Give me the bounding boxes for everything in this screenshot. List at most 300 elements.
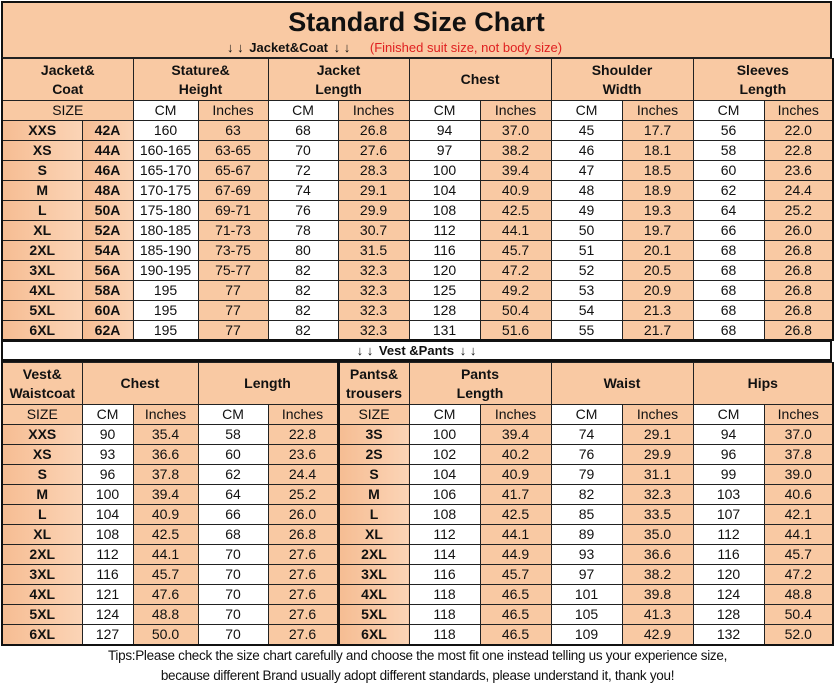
table-cell: 72 [268,161,338,181]
table-cell: 70 [198,585,268,605]
table-cell: 170-175 [133,181,198,201]
table-cell: 93 [82,445,133,465]
table-cell: 70 [198,605,268,625]
header-vest-waistcoat: Vest& Waistcoat [2,363,82,405]
table-cell: 48 [551,181,622,201]
table-cell: 3S [338,425,409,445]
table-cell: 56 [693,121,764,141]
table-cell: 108 [409,505,480,525]
table-cell: 116 [409,241,480,261]
table-cell: 49.2 [480,281,551,301]
table-row [2,465,833,485]
unit-cm: CM [551,405,622,425]
table-cell: 46.5 [480,625,551,646]
table-cell: 93 [551,545,622,565]
table-cell: 47 [551,161,622,181]
table-cell: 124 [693,585,764,605]
table-cell: 76 [551,445,622,465]
table-cell: 100 [82,485,133,505]
table-cell: 62 [693,181,764,201]
table-cell: 23.6 [764,161,833,181]
table-cell: L [338,505,409,525]
down-arrow-icon: ↓ ↓ [227,40,244,55]
table-cell: 46A [82,161,133,181]
table-cell: 68 [198,525,268,545]
table-row [2,181,833,201]
table-cell: 58 [198,425,268,445]
tips-note [0,646,835,686]
header-chest: Chest [409,59,551,101]
unit-inches: Inches [133,405,198,425]
table-cell: S [2,465,82,485]
table-cell: XXS [2,121,82,141]
table-cell: 44.1 [133,545,198,565]
unit-inches: Inches [338,101,409,121]
table-cell: 77 [198,301,268,321]
table-cell: 45.7 [133,565,198,585]
table-cell: 26.8 [764,281,833,301]
jacket-section-title: Jacket&Coat [249,40,329,55]
table-row [2,505,833,525]
header-pants-length: Pants Length [409,363,551,405]
table-cell: 185-190 [133,241,198,261]
table-cell: M [338,485,409,505]
table-row [2,565,833,585]
table-cell: 45.7 [764,545,833,565]
table-cell: 25.2 [764,201,833,221]
table-cell: 56A [82,261,133,281]
table-cell: 31.5 [338,241,409,261]
table-cell: 19.7 [622,221,693,241]
table-cell: 21.7 [622,321,693,341]
table-cell: 24.4 [268,465,338,485]
table-cell: M [2,181,82,201]
down-arrow-icon: ↓ ↓ [459,343,477,358]
size-column-label: SIZE [2,405,82,425]
table-cell: 40.2 [480,445,551,465]
table-cell: 60 [198,445,268,465]
unit-inches: Inches [480,405,551,425]
size-column-label: SIZE [2,101,133,121]
table-cell: 17.7 [622,121,693,141]
table-cell: 50 [551,221,622,241]
unit-cm: CM [409,101,480,121]
header-pants-trousers: Pants& trousers [338,363,409,405]
table-cell: 45.7 [480,565,551,585]
table-cell: 2XL [2,241,82,261]
table-cell: 118 [409,585,480,605]
table-row [2,141,833,161]
table-cell: 40.6 [764,485,833,505]
table-row [2,301,833,321]
table-cell: 18.5 [622,161,693,181]
table-cell: 44.9 [480,545,551,565]
page-title: Standard Size Chart [288,7,545,37]
table-cell: 50A [82,201,133,221]
table-cell: 68 [268,121,338,141]
table-cell: 2XL [338,545,409,565]
table-row [2,445,833,465]
table-cell: 128 [409,301,480,321]
table-cell: 112 [409,525,480,545]
table-cell: 103 [693,485,764,505]
table-cell: 5XL [2,605,82,625]
table-cell: 3XL [2,261,82,281]
table-cell: L [2,201,82,221]
table-cell: 27.6 [268,605,338,625]
table-cell: XL [338,525,409,545]
table-cell: 22.0 [764,121,833,141]
table-cell: 35.0 [622,525,693,545]
table-cell: 70 [198,565,268,585]
table-cell: XXS [2,425,82,445]
table-cell: 125 [409,281,480,301]
table-cell: 44.1 [480,525,551,545]
table-cell: 22.8 [764,141,833,161]
table-cell: 107 [693,505,764,525]
table-cell: 47.2 [480,261,551,281]
table-cell: 29.1 [338,181,409,201]
table-cell: 54 [551,301,622,321]
header-sleeves-length: Sleeves Length [693,59,833,101]
table-row [2,261,833,281]
unit-cm: CM [133,101,198,121]
table-cell: 62A [82,321,133,341]
unit-cm: CM [82,405,133,425]
table-cell: 44.1 [764,525,833,545]
unit-cm: CM [551,101,622,121]
table-cell: 116 [693,545,764,565]
table-cell: 54A [82,241,133,261]
table-cell: 80 [268,241,338,261]
table-cell: 26.0 [764,221,833,241]
vest-pants-size-table [1,362,834,646]
vest-pants-section-label [1,339,832,362]
unit-cm: CM [268,101,338,121]
table-cell: 99 [693,465,764,485]
table-cell: 128 [693,605,764,625]
table-cell: 82 [268,321,338,341]
table-cell: 5XL [2,301,82,321]
table-cell: 60 [693,161,764,181]
table-cell: 160 [133,121,198,141]
table-cell: 120 [693,565,764,585]
table-cell: 68 [693,301,764,321]
table-cell: 82 [551,485,622,505]
table-cell: 46.5 [480,585,551,605]
table-cell: 47.6 [133,585,198,605]
table-cell: XL [2,525,82,545]
table-cell: 37.0 [764,425,833,445]
table-cell: 46 [551,141,622,161]
table-cell: 42.9 [622,625,693,646]
table-cell: 85 [551,505,622,525]
table-cell: 32.3 [338,261,409,281]
table-cell: 36.6 [622,545,693,565]
table-cell: S [2,161,82,181]
header-vest-length: Length [198,363,338,405]
table-cell: 108 [409,201,480,221]
table-cell: 32.3 [622,485,693,505]
table-cell: 131 [409,321,480,341]
table-cell: 24.4 [764,181,833,201]
table-cell: 67-69 [198,181,268,201]
table-cell: 33.5 [622,505,693,525]
table-cell: 114 [409,545,480,565]
table-cell: 51 [551,241,622,261]
table-cell: 49 [551,201,622,221]
table-cell: 53 [551,281,622,301]
table-cell: 44A [82,141,133,161]
table-cell: 63 [198,121,268,141]
table-cell: 104 [82,505,133,525]
table-cell: 118 [409,605,480,625]
table-cell: 42A [82,121,133,141]
table-cell: S [338,465,409,485]
table-cell: 26.8 [338,121,409,141]
table-cell: 112 [693,525,764,545]
table-cell: 22.8 [268,425,338,445]
table-cell: 48.8 [764,585,833,605]
table-cell: 90 [82,425,133,445]
header-stature-height: Stature& Height [133,59,268,101]
table-cell: XL [2,221,82,241]
table-cell: 20.5 [622,261,693,281]
table-cell: 48.8 [133,605,198,625]
table-cell: 62 [198,465,268,485]
table-cell: 66 [693,221,764,241]
table-cell: 52 [551,261,622,281]
table-cell: 6XL [2,625,82,646]
title-band [1,1,832,58]
table-cell: 42.5 [133,525,198,545]
vest-pants-section-title: Vest &Pants [378,343,455,358]
unit-cm: CM [198,405,268,425]
table-cell: 74 [551,425,622,445]
table-cell: 35.4 [133,425,198,445]
table-row [2,321,833,341]
table-cell: 38.2 [480,141,551,161]
table-cell: 27.6 [268,585,338,605]
table-cell: 127 [82,625,133,646]
table-cell: 29.9 [338,201,409,221]
table-cell: 32.3 [338,321,409,341]
table-cell: 97 [409,141,480,161]
table-cell: 47.2 [764,565,833,585]
table-cell: 42.1 [764,505,833,525]
table-cell: 26.8 [764,301,833,321]
table-cell: 70 [198,625,268,646]
table-cell: 37.8 [764,445,833,465]
table-cell: 26.8 [764,241,833,261]
table-cell: 116 [409,565,480,585]
table-cell: 64 [693,201,764,221]
table-cell: 6XL [338,625,409,646]
table-cell: 71-73 [198,221,268,241]
unit-inches: Inches [622,101,693,121]
table-cell: 65-67 [198,161,268,181]
table-cell: 116 [82,565,133,585]
table-cell: 96 [693,445,764,465]
table-cell: 44.1 [480,221,551,241]
table-cell: 39.4 [480,161,551,181]
table-cell: 40.9 [480,465,551,485]
table-cell: 3XL [338,565,409,585]
table-cell: 26.0 [268,505,338,525]
table-cell: 100 [409,161,480,181]
header-jacket-length: Jacket Length [268,59,409,101]
table-cell: 25.2 [268,485,338,505]
table-cell: 4XL [2,281,82,301]
table-cell: 23.6 [268,445,338,465]
table-cell: 32.3 [338,301,409,321]
table-cell: 39.8 [622,585,693,605]
table-cell: 76 [268,201,338,221]
table-row [2,281,833,301]
table-cell: 28.3 [338,161,409,181]
jacket-size-table [1,58,834,341]
table-cell: 175-180 [133,201,198,221]
unit-inches: Inches [764,405,833,425]
table-cell: 78 [268,221,338,241]
table-cell: 112 [409,221,480,241]
down-arrow-icon: ↓ ↓ [356,343,374,358]
tips-line-2: because different Brand usually adopt different standards, please understand it, thank you! [160,668,675,683]
table-cell: 102 [409,445,480,465]
header-waist: Waist [551,363,693,405]
header-vest-chest: Chest [82,363,198,405]
table-cell: 39.4 [133,485,198,505]
table-cell: 70 [198,545,268,565]
table-cell: 45 [551,121,622,141]
table-row [2,201,833,221]
table-row [2,425,833,445]
table-cell: 2XL [2,545,82,565]
table-cell: 39.0 [764,465,833,485]
table-cell: 66 [198,505,268,525]
table-cell: 27.6 [268,625,338,646]
table-cell: 109 [551,625,622,646]
table-cell: 180-185 [133,221,198,241]
table-cell: 39.4 [480,425,551,445]
table-cell: 82 [268,301,338,321]
table-cell: 4XL [2,585,82,605]
table-cell: 31.1 [622,465,693,485]
table-cell: 26.8 [764,321,833,341]
table-cell: 104 [409,181,480,201]
unit-cm: CM [693,405,764,425]
table-cell: 96 [82,465,133,485]
unit-cm: CM [409,405,480,425]
table-cell: 50.0 [133,625,198,646]
table-cell: 58 [693,141,764,161]
table-cell: 20.1 [622,241,693,261]
table-cell: 48A [82,181,133,201]
table-cell: 18.9 [622,181,693,201]
finished-size-note: (Finished suit size, not body size) [369,40,563,55]
table-cell: 5XL [338,605,409,625]
table-row [2,585,833,605]
table-cell: 21.3 [622,301,693,321]
table-cell: 124 [82,605,133,625]
table-cell: 195 [133,281,198,301]
table-cell: 60A [82,301,133,321]
table-cell: 46.5 [480,605,551,625]
table-cell: XS [2,445,82,465]
table-cell: 4XL [338,585,409,605]
table-cell: 20.9 [622,281,693,301]
table-row [2,241,833,261]
size-column-label: SIZE [338,405,409,425]
table-cell: 195 [133,321,198,341]
table-cell: 82 [268,261,338,281]
table-cell: 64 [198,485,268,505]
table-cell: 27.6 [268,565,338,585]
table-cell: 68 [693,241,764,261]
table-cell: 3XL [2,565,82,585]
table-cell: 69-71 [198,201,268,221]
table-cell: 190-195 [133,261,198,281]
table-cell: 68 [693,321,764,341]
table-cell: 68 [693,261,764,281]
table-cell: L [2,505,82,525]
table-cell: 105 [551,605,622,625]
table-cell: 27.6 [268,545,338,565]
table-cell: 74 [268,181,338,201]
table-cell: 104 [409,465,480,485]
table-cell: 41.3 [622,605,693,625]
unit-inches: Inches [622,405,693,425]
unit-inches: Inches [764,101,833,121]
table-row [2,525,833,545]
table-row [2,121,833,141]
table-cell: 58A [82,281,133,301]
table-cell: 50.4 [480,301,551,321]
table-row [2,485,833,505]
table-cell: 18.1 [622,141,693,161]
table-cell: 51.6 [480,321,551,341]
table-cell: 195 [133,301,198,321]
unit-inches: Inches [268,405,338,425]
table-cell: 108 [82,525,133,545]
table-cell: 77 [198,281,268,301]
table-row [2,545,833,565]
table-cell: 38.2 [622,565,693,585]
table-cell: 75-77 [198,261,268,281]
table-cell: 118 [409,625,480,646]
down-arrow-icon: ↓ ↓ [333,40,351,55]
table-row [2,161,833,181]
table-cell: 26.8 [764,261,833,281]
table-cell: 41.7 [480,485,551,505]
table-cell: 94 [693,425,764,445]
table-cell: M [2,485,82,505]
table-cell: 89 [551,525,622,545]
unit-inches: Inches [198,101,268,121]
table-cell: 79 [551,465,622,485]
table-row [2,221,833,241]
unit-inches: Inches [480,101,551,121]
table-cell: 29.9 [622,445,693,465]
table-cell: 112 [82,545,133,565]
table-cell: 45.7 [480,241,551,261]
table-cell: 97 [551,565,622,585]
jacket-section-label [225,39,562,57]
table-cell: 6XL [2,321,82,341]
table-cell: 82 [268,281,338,301]
table-cell: 2S [338,445,409,465]
table-cell: 42.5 [480,201,551,221]
